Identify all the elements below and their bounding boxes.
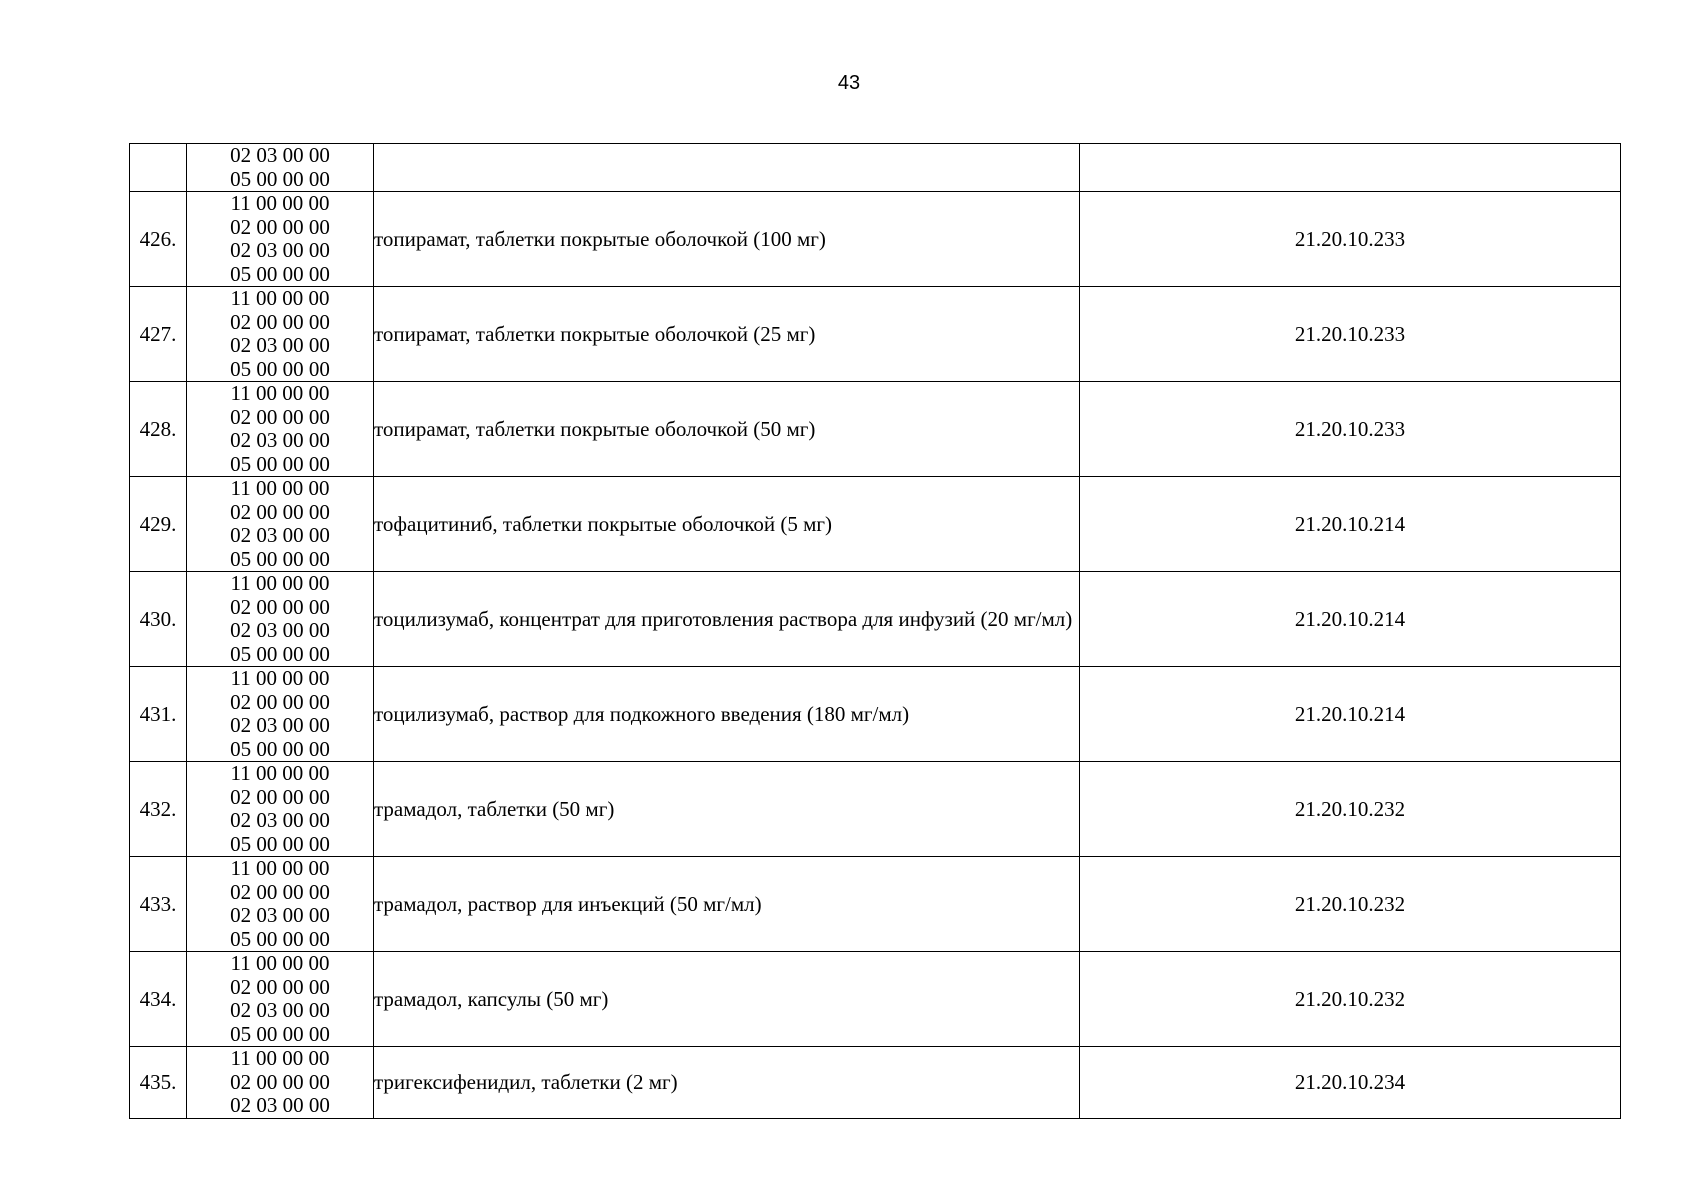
drug-name: тоцилизумаб, раствор для подкожного введения (180 мг/мл) — [374, 667, 1080, 762]
table-row — [130, 762, 1621, 857]
table-body — [130, 144, 1621, 1119]
code-list — [187, 144, 374, 192]
code-list — [187, 667, 374, 762]
drug-name: топирамат, таблетки покрытые оболочкой (50 мг) — [374, 382, 1080, 477]
code-line: 02 00 00 00 — [230, 309, 330, 334]
okpd-code: 21.20.10.214 — [1080, 572, 1621, 667]
code-line: 05 00 00 00 — [230, 736, 330, 761]
row-number: 431. — [130, 667, 187, 762]
code-list — [187, 477, 374, 572]
code-line: 02 00 00 00 — [230, 1069, 330, 1094]
code-line: 02 03 00 00 — [230, 903, 330, 927]
code-list — [187, 287, 374, 382]
drug-name: трамадол, капсулы (50 мг) — [374, 952, 1080, 1047]
code-line: 05 00 00 00 — [230, 926, 330, 951]
code-line: 05 00 00 00 — [230, 166, 330, 191]
code-line: 11 00 00 00 — [230, 1046, 330, 1070]
table-row — [130, 857, 1621, 952]
code-line: 02 03 00 00 — [230, 618, 330, 642]
row-number: 429. — [130, 477, 187, 572]
code-line: 05 00 00 00 — [230, 1021, 330, 1046]
okpd-code: 21.20.10.234 — [1080, 1047, 1621, 1119]
table-row — [130, 192, 1621, 287]
code-list — [187, 857, 374, 952]
code-line: 02 03 00 00 — [230, 523, 330, 547]
table-row — [130, 477, 1621, 572]
code-line: 05 00 00 00 — [230, 261, 330, 286]
page-number: 43 — [837, 72, 861, 94]
okpd-code: 21.20.10.232 — [1080, 857, 1621, 952]
code-line: 11 00 00 00 — [230, 761, 330, 785]
code-line: 02 00 00 00 — [230, 879, 330, 904]
code-line: 02 03 00 00 — [230, 998, 330, 1022]
code-line: 05 00 00 00 — [230, 451, 330, 476]
row-number: 427. — [130, 287, 187, 382]
table-row — [130, 1047, 1621, 1119]
okpd-code: 21.20.10.233 — [1080, 382, 1621, 477]
okpd-code: 21.20.10.233 — [1080, 192, 1621, 287]
table-row — [130, 572, 1621, 667]
okpd-code: 21.20.10.232 — [1080, 952, 1621, 1047]
row-number — [130, 144, 187, 192]
okpd-code: 21.20.10.232 — [1080, 762, 1621, 857]
okpd-code — [1080, 144, 1621, 192]
code-line: 11 00 00 00 — [230, 381, 330, 405]
code-line: 11 00 00 00 — [230, 476, 330, 500]
row-number: 433. — [130, 857, 187, 952]
code-line: 02 03 00 00 — [230, 143, 330, 167]
code-line: 02 00 00 00 — [230, 594, 330, 619]
code-line: 05 00 00 00 — [230, 546, 330, 571]
okpd-code: 21.20.10.214 — [1080, 667, 1621, 762]
row-number: 434. — [130, 952, 187, 1047]
code-line: 11 00 00 00 — [230, 571, 330, 595]
code-list — [187, 1047, 374, 1119]
code-line: 11 00 00 00 — [230, 856, 330, 880]
code-line: 02 03 00 00 — [230, 428, 330, 452]
code-line: 11 00 00 00 — [230, 191, 330, 215]
code-line: 11 00 00 00 — [230, 286, 330, 310]
code-line: 02 00 00 00 — [230, 974, 330, 999]
table-row — [130, 667, 1621, 762]
code-line: 11 00 00 00 — [230, 666, 330, 690]
table-row — [130, 287, 1621, 382]
code-line: 05 00 00 00 — [230, 831, 330, 856]
code-line: 11 00 00 00 — [230, 951, 330, 975]
code-line: 05 00 00 00 — [230, 641, 330, 666]
drug-name: тригексифенидил, таблетки (2 мг) — [374, 1047, 1080, 1119]
medication-table — [129, 143, 1621, 1119]
table-row — [130, 382, 1621, 477]
row-number: 428. — [130, 382, 187, 477]
code-list — [187, 572, 374, 667]
code-line: 02 00 00 00 — [230, 499, 330, 524]
code-line: 02 03 00 00 — [230, 1093, 330, 1117]
code-line: 02 03 00 00 — [230, 238, 330, 262]
okpd-code: 21.20.10.214 — [1080, 477, 1621, 572]
code-line: 02 03 00 00 — [230, 713, 330, 737]
code-line: 02 03 00 00 — [230, 808, 330, 832]
code-list — [187, 952, 374, 1047]
drug-name: топирамат, таблетки покрытые оболочкой (25 мг) — [374, 287, 1080, 382]
drug-name: трамадол, таблетки (50 мг) — [374, 762, 1080, 857]
drug-name: тоцилизумаб, концентрат для приготовления раствора для инфузий (20 мг/мл) — [374, 572, 1080, 667]
code-list — [187, 382, 374, 477]
code-line: 02 03 00 00 — [230, 333, 330, 357]
row-number: 430. — [130, 572, 187, 667]
code-line: 02 00 00 00 — [230, 689, 330, 714]
table-row — [130, 952, 1621, 1047]
code-line: 05 00 00 00 — [230, 356, 330, 381]
code-line: 02 00 00 00 — [230, 404, 330, 429]
code-line: 02 00 00 00 — [230, 784, 330, 809]
drug-name: тофацитиниб, таблетки покрытые оболочкой (5 мг) — [374, 477, 1080, 572]
code-list — [187, 192, 374, 287]
code-list — [187, 762, 374, 857]
okpd-code: 21.20.10.233 — [1080, 287, 1621, 382]
row-number: 432. — [130, 762, 187, 857]
row-number: 426. — [130, 192, 187, 287]
code-line: 02 00 00 00 — [230, 214, 330, 239]
drug-name: топирамат, таблетки покрытые оболочкой (100 мг) — [374, 192, 1080, 287]
drug-name — [374, 144, 1080, 192]
table-row — [130, 144, 1621, 192]
row-number: 435. — [130, 1047, 187, 1119]
drug-name: трамадол, раствор для инъекций (50 мг/мл) — [374, 857, 1080, 952]
